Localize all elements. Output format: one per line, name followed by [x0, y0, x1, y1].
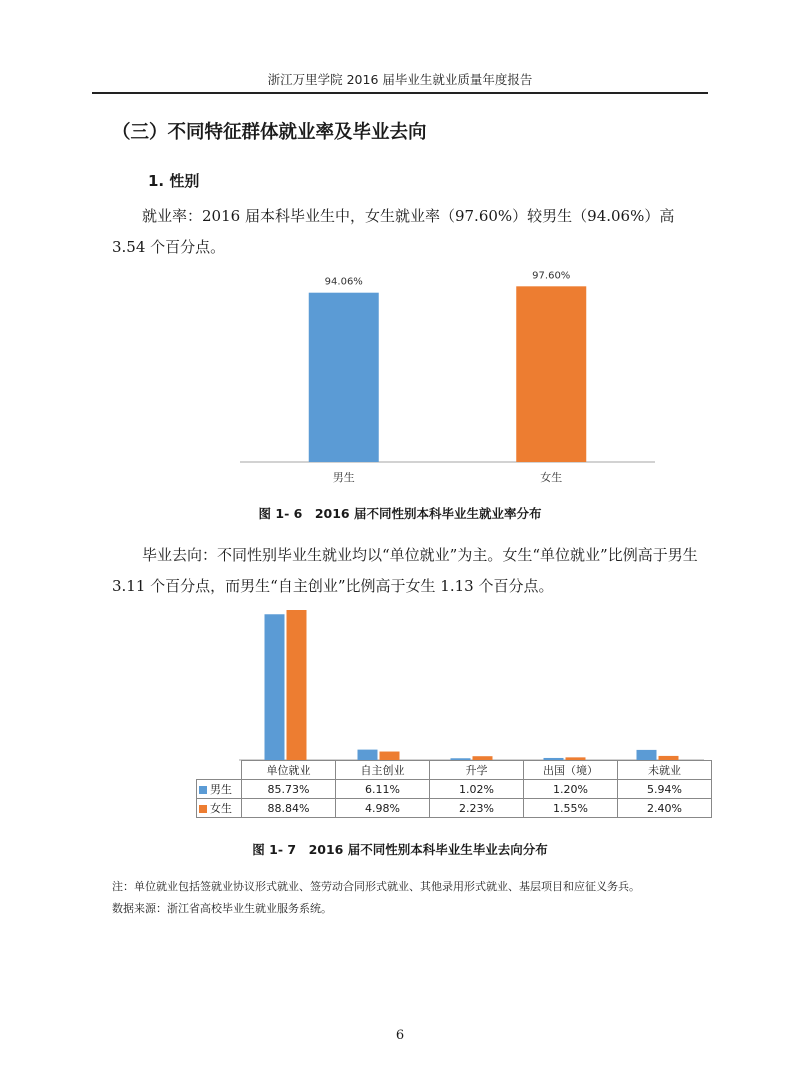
- page-number: 6: [395, 1028, 405, 1043]
- section-title: （三）不同特征群体就业率及毕业去向: [112, 122, 427, 143]
- table-cell: 4.98%: [336, 799, 430, 818]
- legend-female: [197, 799, 242, 818]
- legend-male: [197, 780, 242, 799]
- table-cell: 2.23%: [430, 799, 524, 818]
- table-row-female: [197, 799, 712, 818]
- table-cell: 85.73%: [242, 780, 336, 799]
- category-header: 自主创业: [336, 761, 430, 780]
- bar-female: [380, 752, 400, 760]
- x-tick-label: 男生: [332, 471, 355, 484]
- table-header-row: [197, 761, 712, 780]
- paragraph-lead: 就业率：: [142, 207, 203, 225]
- category-header: 单位就业: [242, 761, 336, 780]
- legend-label: 男生: [210, 783, 232, 796]
- subsection-title: 1. 性别: [148, 172, 200, 190]
- paragraph-graduate-destination: [112, 540, 702, 602]
- legend-label: 女生: [210, 802, 232, 815]
- table-row-male: [197, 780, 712, 799]
- paragraph-text: 不同性别毕业生就业均以“单位就业”为主。女生“单位就业”比例高于男生 3.11 个百分点，而男生“自主创业”比例高于女生 1.13 个百分点。: [112, 546, 698, 595]
- table-cell: 6.11%: [336, 780, 430, 799]
- note: 注：单位就业包括签就业协议形式就业、签劳动合同形式就业、其他录用形式就业、基层项目和应征义务兵。: [112, 880, 640, 893]
- bar-male: [309, 293, 379, 462]
- table-corner: [197, 761, 242, 780]
- category-header: 未就业: [618, 761, 712, 780]
- legend-swatch-male: [199, 786, 207, 794]
- bar-female: [287, 610, 307, 760]
- bar-female: [516, 286, 586, 462]
- figure-caption-1-6: 图 1- 6 2016 届不同性别本科毕业生就业率分布: [258, 506, 542, 521]
- data-source: 数据来源：浙江省高校毕业生就业服务系统。: [112, 902, 332, 915]
- bar-male: [637, 750, 657, 760]
- bar-male: [265, 614, 285, 760]
- paragraph-lead: 毕业去向：: [142, 546, 218, 564]
- bar-male: [358, 750, 378, 760]
- report-header: 浙江万里学院 2016 届毕业生就业质量年度报告: [267, 72, 533, 87]
- table-cell: 1.02%: [430, 780, 524, 799]
- table-cell: 2.40%: [618, 799, 712, 818]
- table-cell: 1.20%: [524, 780, 618, 799]
- employment-rate-chart: [200, 268, 680, 493]
- data-label: 97.60%: [532, 270, 571, 282]
- legend-swatch-female: [199, 805, 207, 813]
- data-label: 94.06%: [324, 276, 363, 288]
- table-cell: 88.84%: [242, 799, 336, 818]
- table-cell: 1.55%: [524, 799, 618, 818]
- x-tick-label: 女生: [540, 471, 563, 484]
- table-cell: 5.94%: [618, 780, 712, 799]
- paragraph-text: 2016 届本科毕业生中，女生就业率（97.60%）较男生（94.06%）高 3.54 个百分点。: [112, 207, 675, 256]
- paragraph-employment-rate: [112, 201, 702, 263]
- figure-caption-1-7: 图 1- 7 2016 届不同性别本科毕业生毕业去向分布: [252, 842, 548, 857]
- header-rule: [92, 92, 708, 94]
- destination-data-table: [196, 760, 712, 818]
- destination-chart: [196, 610, 716, 761]
- category-header: 出国（境）: [524, 761, 618, 780]
- category-header: 升学: [430, 761, 524, 780]
